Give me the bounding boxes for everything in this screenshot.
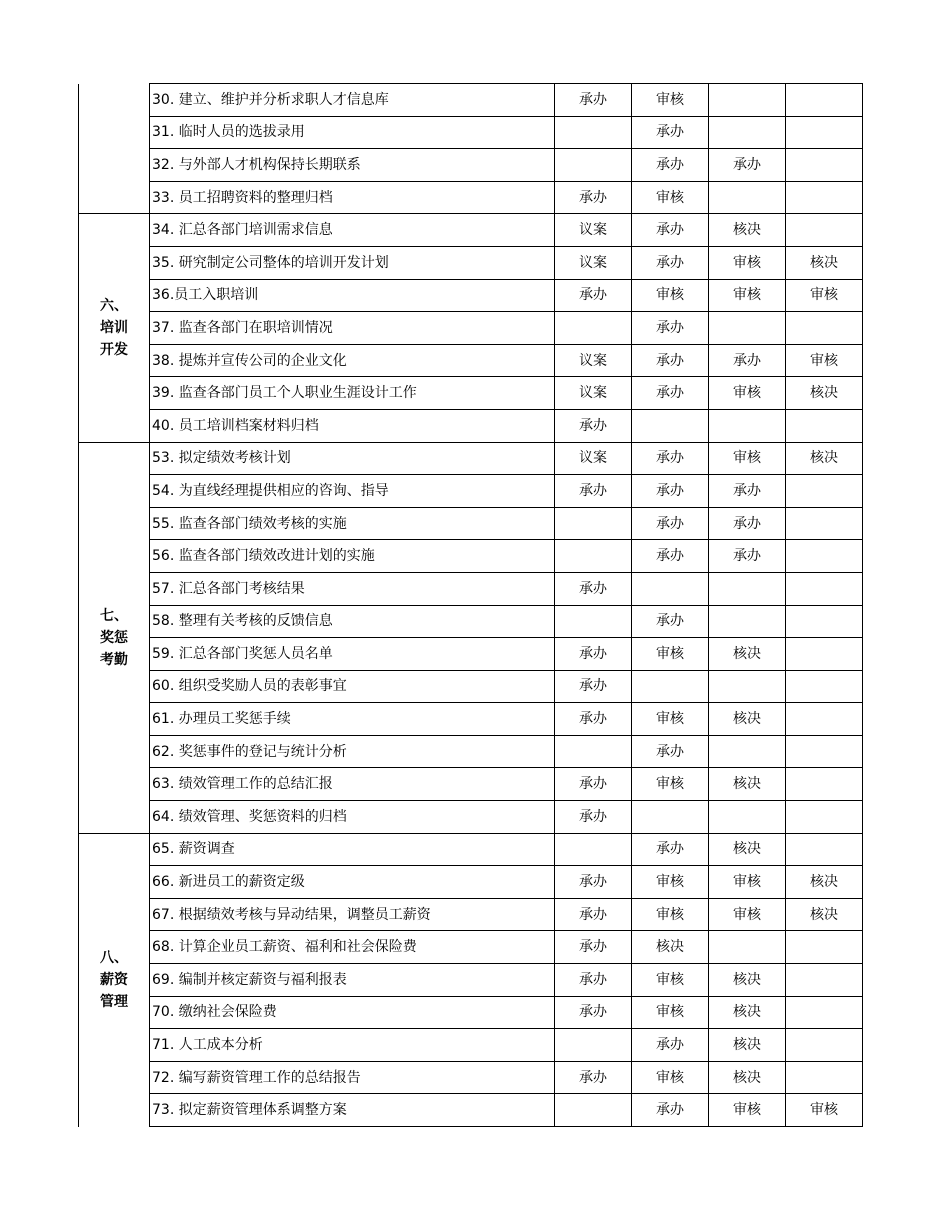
role-cell-4: 审核 (786, 1094, 863, 1127)
role-cell-2: 审核 (632, 279, 709, 312)
role-cell-2: 承办 (632, 540, 709, 573)
role-cell-1: 承办 (555, 84, 632, 117)
role-cell-4 (786, 996, 863, 1029)
task-cell: 59. 汇总各部门奖惩人员名单 (150, 638, 555, 671)
task-cell: 31. 临时人员的选拔录用 (150, 116, 555, 149)
role-cell-1: 承办 (555, 572, 632, 605)
task-cell: 37. 监查各部门在职培训情况 (150, 312, 555, 345)
role-cell-3: 核决 (709, 768, 786, 801)
task-cell: 65. 薪资调查 (150, 833, 555, 866)
role-cell-4 (786, 572, 863, 605)
role-cell-1: 承办 (555, 638, 632, 671)
role-cell-3 (709, 409, 786, 442)
role-cell-1: 承办 (555, 1061, 632, 1094)
task-cell: 40. 员工培训档案材料归档 (150, 409, 555, 442)
task-cell: 70. 缴纳社会保险费 (150, 996, 555, 1029)
table-row (79, 866, 863, 899)
role-cell-2: 承办 (632, 116, 709, 149)
task-cell: 32. 与外部人才机构保持长期联系 (150, 149, 555, 182)
role-cell-3: 审核 (709, 1094, 786, 1127)
role-cell-3 (709, 84, 786, 117)
role-cell-2: 审核 (632, 898, 709, 931)
role-cell-4: 核决 (786, 246, 863, 279)
task-cell: 56. 监查各部门绩效改进计划的实施 (150, 540, 555, 573)
role-cell-2: 承办 (632, 149, 709, 182)
role-cell-3 (709, 605, 786, 638)
table-row (79, 377, 863, 410)
task-cell: 66. 新进员工的薪资定级 (150, 866, 555, 899)
section-label-line: 培训 (100, 319, 128, 336)
role-cell-4 (786, 312, 863, 345)
role-cell-4 (786, 931, 863, 964)
table-row (79, 964, 863, 997)
role-cell-4 (786, 540, 863, 573)
task-cell: 54. 为直线经理提供相应的咨询、指导 (150, 475, 555, 508)
role-cell-2: 审核 (632, 1061, 709, 1094)
role-cell-4: 核决 (786, 377, 863, 410)
role-cell-1: 承办 (555, 866, 632, 899)
section-label-line: 八、 (100, 950, 128, 967)
role-cell-3 (709, 181, 786, 214)
role-cell-2: 承办 (632, 605, 709, 638)
role-cell-3: 承办 (709, 149, 786, 182)
role-cell-3: 核决 (709, 638, 786, 671)
role-cell-3 (709, 735, 786, 768)
role-cell-1: 承办 (555, 475, 632, 508)
table-row (79, 409, 863, 442)
task-cell: 73. 拟定薪资管理体系调整方案 (150, 1094, 555, 1127)
role-cell-3: 审核 (709, 246, 786, 279)
table-row (79, 931, 863, 964)
task-cell: 61. 办理员工奖惩手续 (150, 703, 555, 736)
task-cell: 30. 建立、维护并分析求职人才信息库 (150, 84, 555, 117)
section-label (79, 442, 150, 833)
task-cell: 53. 拟定绩效考核计划 (150, 442, 555, 475)
table-row (79, 181, 863, 214)
role-cell-4 (786, 84, 863, 117)
table-row (79, 442, 863, 475)
section-label-line: 六、 (100, 297, 128, 314)
role-cell-3 (709, 116, 786, 149)
role-cell-1: 议案 (555, 344, 632, 377)
task-cell: 35. 研究制定公司整体的培训开发计划 (150, 246, 555, 279)
task-cell: 69. 编制并核定薪资与福利报表 (150, 964, 555, 997)
table-row (79, 1029, 863, 1062)
section-label-line: 奖惩 (100, 629, 128, 646)
role-cell-4 (786, 214, 863, 247)
role-cell-4: 核决 (786, 898, 863, 931)
role-cell-2: 承办 (632, 214, 709, 247)
role-cell-2: 审核 (632, 703, 709, 736)
role-cell-1 (555, 540, 632, 573)
role-cell-3: 承办 (709, 507, 786, 540)
role-cell-4 (786, 638, 863, 671)
role-cell-1: 承办 (555, 898, 632, 931)
role-cell-2: 审核 (632, 181, 709, 214)
role-cell-3 (709, 931, 786, 964)
role-cell-1 (555, 312, 632, 345)
table-row (79, 312, 863, 345)
role-cell-4 (786, 605, 863, 638)
role-cell-3: 审核 (709, 377, 786, 410)
role-cell-2 (632, 572, 709, 605)
table-row (79, 246, 863, 279)
role-cell-3: 核决 (709, 833, 786, 866)
task-cell: 58. 整理有关考核的反馈信息 (150, 605, 555, 638)
role-cell-3: 核决 (709, 703, 786, 736)
role-cell-2: 承办 (632, 507, 709, 540)
table-body (79, 84, 863, 1127)
table-row (79, 996, 863, 1029)
section-label-line: 开发 (100, 341, 128, 358)
table-row (79, 703, 863, 736)
role-cell-2: 承办 (632, 246, 709, 279)
task-cell: 60. 组织受奖励人员的表彰事宜 (150, 670, 555, 703)
role-cell-3: 核决 (709, 996, 786, 1029)
role-cell-4 (786, 964, 863, 997)
role-cell-3: 核决 (709, 1029, 786, 1062)
table-row (79, 507, 863, 540)
role-cell-3: 审核 (709, 898, 786, 931)
role-cell-1 (555, 1094, 632, 1127)
section-label-line: 七、 (100, 607, 128, 624)
role-cell-4: 核决 (786, 866, 863, 899)
role-cell-1: 承办 (555, 768, 632, 801)
role-cell-4 (786, 507, 863, 540)
role-cell-1: 承办 (555, 801, 632, 834)
role-cell-1: 议案 (555, 377, 632, 410)
role-cell-1 (555, 507, 632, 540)
task-cell: 71. 人工成本分析 (150, 1029, 555, 1062)
role-cell-1: 承办 (555, 181, 632, 214)
task-cell: 55. 监查各部门绩效考核的实施 (150, 507, 555, 540)
table-row (79, 605, 863, 638)
table-row (79, 670, 863, 703)
role-cell-4 (786, 1061, 863, 1094)
role-cell-2: 承办 (632, 1029, 709, 1062)
table-row (79, 116, 863, 149)
role-cell-4 (786, 735, 863, 768)
task-cell: 68. 计算企业员工薪资、福利和社会保险费 (150, 931, 555, 964)
role-cell-3 (709, 312, 786, 345)
role-cell-4: 审核 (786, 279, 863, 312)
role-cell-2 (632, 409, 709, 442)
role-cell-3: 审核 (709, 866, 786, 899)
role-cell-4 (786, 475, 863, 508)
role-cell-2: 审核 (632, 84, 709, 117)
section-label (79, 833, 150, 1126)
task-cell: 36.员工入职培训 (150, 279, 555, 312)
responsibility-table (78, 83, 863, 1127)
role-cell-3: 核决 (709, 964, 786, 997)
role-cell-4 (786, 409, 863, 442)
task-cell: 62. 奖惩事件的登记与统计分析 (150, 735, 555, 768)
role-cell-1: 承办 (555, 409, 632, 442)
role-cell-2: 审核 (632, 996, 709, 1029)
role-cell-1: 承办 (555, 279, 632, 312)
table-row (79, 279, 863, 312)
role-cell-1: 议案 (555, 246, 632, 279)
role-cell-2: 审核 (632, 866, 709, 899)
role-cell-1 (555, 833, 632, 866)
role-cell-2: 承办 (632, 312, 709, 345)
task-cell: 57. 汇总各部门考核结果 (150, 572, 555, 605)
task-cell: 64. 绩效管理、奖惩资料的归档 (150, 801, 555, 834)
task-cell: 34. 汇总各部门培训需求信息 (150, 214, 555, 247)
role-cell-4 (786, 801, 863, 834)
section-label (79, 84, 150, 214)
role-cell-2: 承办 (632, 475, 709, 508)
role-cell-2: 承办 (632, 377, 709, 410)
table-row (79, 572, 863, 605)
role-cell-1: 议案 (555, 214, 632, 247)
role-cell-4: 审核 (786, 344, 863, 377)
role-cell-2: 承办 (632, 833, 709, 866)
role-cell-3 (709, 572, 786, 605)
role-cell-3 (709, 801, 786, 834)
role-cell-4 (786, 833, 863, 866)
role-cell-4 (786, 181, 863, 214)
task-cell: 33. 员工招聘资料的整理归档 (150, 181, 555, 214)
table-row (79, 768, 863, 801)
role-cell-4 (786, 1029, 863, 1062)
role-cell-1 (555, 149, 632, 182)
role-cell-1 (555, 1029, 632, 1062)
role-cell-2: 审核 (632, 768, 709, 801)
role-cell-4 (786, 670, 863, 703)
role-cell-2 (632, 801, 709, 834)
role-cell-2 (632, 670, 709, 703)
table-row (79, 344, 863, 377)
table-row (79, 801, 863, 834)
role-cell-3: 承办 (709, 540, 786, 573)
table-row (79, 475, 863, 508)
role-cell-4: 核决 (786, 442, 863, 475)
table-row (79, 638, 863, 671)
task-cell: 67. 根据绩效考核与异动结果，调整员工薪资 (150, 898, 555, 931)
role-cell-1: 承办 (555, 964, 632, 997)
role-cell-4 (786, 116, 863, 149)
role-cell-2: 承办 (632, 735, 709, 768)
table-row (79, 833, 863, 866)
table-row (79, 1061, 863, 1094)
task-cell: 72. 编写薪资管理工作的总结报告 (150, 1061, 555, 1094)
role-cell-3: 审核 (709, 442, 786, 475)
role-cell-4 (786, 703, 863, 736)
table-row (79, 540, 863, 573)
role-cell-2: 承办 (632, 1094, 709, 1127)
role-cell-2: 承办 (632, 442, 709, 475)
role-cell-1 (555, 735, 632, 768)
role-cell-1 (555, 605, 632, 638)
role-cell-2: 核决 (632, 931, 709, 964)
role-cell-4 (786, 768, 863, 801)
table-row (79, 149, 863, 182)
task-cell: 39. 监查各部门员工个人职业生涯设计工作 (150, 377, 555, 410)
table-row (79, 898, 863, 931)
table-row (79, 84, 863, 117)
role-cell-1: 承办 (555, 703, 632, 736)
role-cell-3: 审核 (709, 279, 786, 312)
role-cell-1 (555, 116, 632, 149)
role-cell-3: 核决 (709, 214, 786, 247)
section-label-line: 管理 (100, 994, 128, 1011)
table-row (79, 735, 863, 768)
table-row (79, 1094, 863, 1127)
task-cell: 63. 绩效管理工作的总结汇报 (150, 768, 555, 801)
task-cell: 38. 提炼并宣传公司的企业文化 (150, 344, 555, 377)
section-label (79, 214, 150, 442)
role-cell-1: 承办 (555, 996, 632, 1029)
role-cell-1: 承办 (555, 670, 632, 703)
section-label-line: 考勤 (100, 651, 128, 668)
role-cell-3: 承办 (709, 344, 786, 377)
role-cell-2: 审核 (632, 638, 709, 671)
section-label-line: 薪资 (100, 972, 128, 989)
role-cell-4 (786, 149, 863, 182)
role-cell-3: 承办 (709, 475, 786, 508)
role-cell-3: 核决 (709, 1061, 786, 1094)
table-row (79, 214, 863, 247)
role-cell-3 (709, 670, 786, 703)
role-cell-2: 审核 (632, 964, 709, 997)
role-cell-1: 议案 (555, 442, 632, 475)
role-cell-1: 承办 (555, 931, 632, 964)
role-cell-2: 承办 (632, 344, 709, 377)
